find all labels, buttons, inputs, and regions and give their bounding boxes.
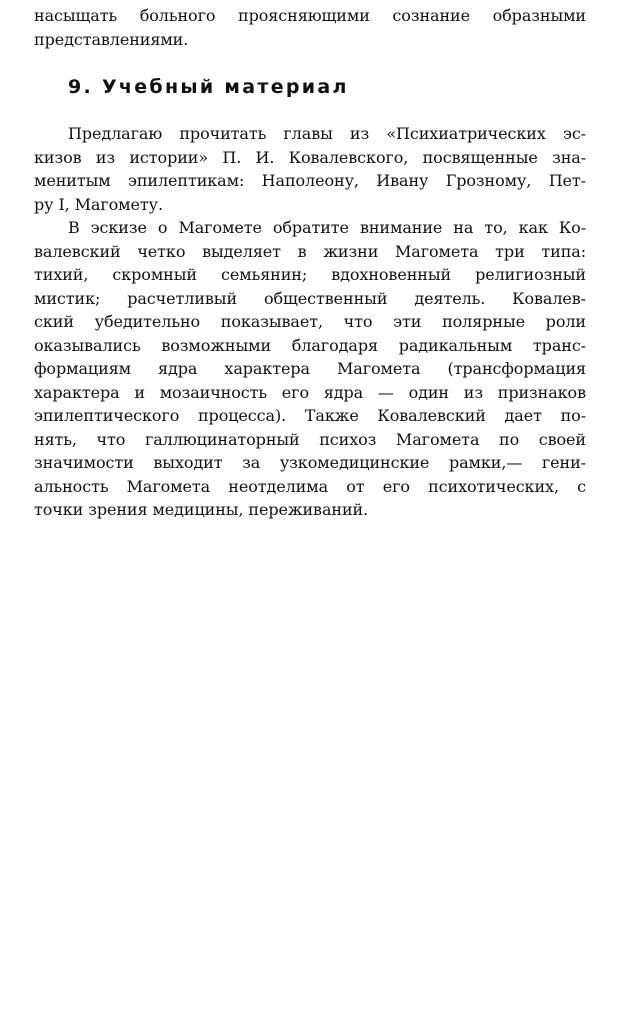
- text-line: Предлагаю прочитать главы из «Психиатрических эс-: [68, 124, 586, 143]
- text-line: оказывались возможными благодаря радикальным транс-: [34, 335, 586, 355]
- section-body: [34, 122, 586, 522]
- text-line: формациям ядра характера Магомета (трансформация: [34, 359, 586, 378]
- text-line: значимости выходит за узкомедицинские рамки,— гени-: [34, 453, 586, 472]
- text-line: ру I, Магомету.: [34, 194, 163, 214]
- text-line: альность Магомета неотделима от его психотических, с: [34, 476, 586, 496]
- text-line: точки зрения медицины, переживаний.: [34, 500, 369, 519]
- text-line: представлениями.: [34, 29, 189, 49]
- text-line: характера и мозаичность его ядра — один из признаков: [34, 382, 586, 402]
- text-line: насыщать больного проясняющими сознание образными: [34, 6, 586, 25]
- paragraph-reading-suggestion: [34, 122, 586, 216]
- paragraph-mohammed-sketch: [34, 216, 586, 522]
- text-line: тихий, скромный семьянин; вдохновенный религиозный: [34, 265, 586, 284]
- text-line: ский убедительно показывает, что эти полярные роли: [34, 312, 586, 331]
- section-heading: 9. Учебный материал: [68, 76, 349, 98]
- text-line: мистик; расчетливый общественный деятель. Ковалев-: [34, 288, 586, 308]
- text-line: эпилептического процесса). Также Ковалевский дает по-: [34, 406, 586, 425]
- text-line: валевский четко выделяет в жизни Магомета три типа:: [34, 241, 586, 261]
- continued-paragraph: [34, 4, 586, 51]
- text-line: В эскизе о Магомете обратите внимание на то, как Ко-: [68, 218, 586, 237]
- text-line: менитым эпилептикам: Наполеону, Ивану Грозному, Пет-: [34, 171, 586, 190]
- text-line: кизов из истории» П. И. Ковалевского, посвященные зна-: [34, 147, 586, 167]
- text-line: нять, что галлюцинаторный психоз Магомета по своей: [34, 429, 586, 449]
